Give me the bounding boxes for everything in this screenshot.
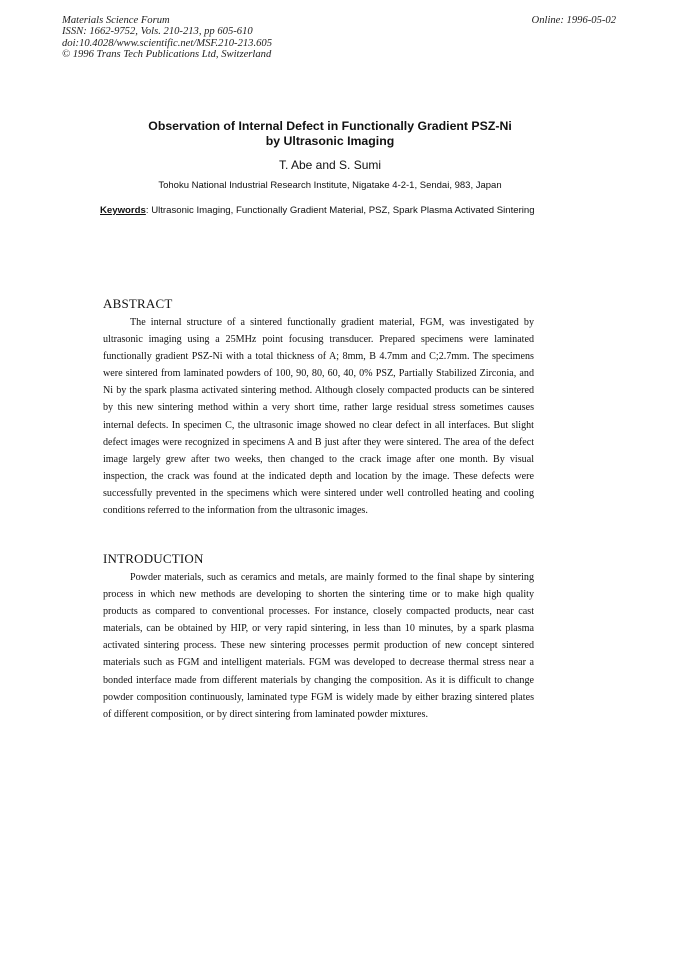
title-line-1: Observation of Internal Defect in Functionally Gradient PSZ-Ni [148,119,512,133]
keywords-text: : Ultrasonic Imaging, Functionally Gradient Material, PSZ, Spark Plasma Activated Sintering [145,205,535,216]
abstract-paragraph: The internal structure of a sintered functionally gradient material, FGM, was investigated by ultrasonic imaging using a 25MHz point focusing transducer. Prepared specimens were laminated functionally gradient PSZ-Ni with a total thickness of A; 8mm, B 4.7mm and C;2.7mm. The specimens were sintered from laminated powders of 100, 90, 80, 60, 40, 0% PSZ, Partially Stabilized Zirconia, and Ni by the spark plasma activated sintering method. Although closely compacted products can be sintered by this new sintering method within a very short time, rather large residual stress sometimes causes internal defects. In specimen C, the ultrasonic image showed no clear defect in all interfaces. But slight defect images were recognized in specimens A and B just after they were sintered. The area of the defect image largely grew after two weeks, then changed to the crack image after one month. By visual inspection, the crack was found at the indicated depth and location by the image. These defects were successfully prevented in the specimens which were sintered under well controlled heating and cooling conditions referred to the information from the ultrasonic images. [103,317,534,517]
authors: T. Abe and S. Sumi [278,158,382,172]
copyright-line: © 1996 Trans Tech Publications Ltd, Switzerland [62,49,272,61]
abstract-body [103,314,534,519]
title-line-2: by Ultrasonic Imaging [265,134,395,148]
journal-name: Materials Science Forum [62,15,170,26]
keywords [100,205,547,217]
paper-title [100,119,560,149]
keywords-label: Keywords [100,205,146,216]
introduction-body [103,569,534,723]
introduction-heading: INTRODUCTION [103,551,204,566]
online-date: Online: 1996-05-02 [531,15,616,26]
abstract-heading: ABSTRACT [103,296,173,311]
issn-line: ISSN: 1662-9752, Vols. 210-213, pp 605-610 [62,26,253,38]
doi-line[interactable]: doi:10.4028/www.scientific.net/MSF.210-213.605 [62,37,272,49]
journal-header [62,15,272,61]
introduction-paragraph: Powder materials, such as ceramics and metals, are mainly formed to the final shape by sintering process in which new methods are developing to shorten the sintering time or to make high quality products as compared to conventional processes. For instance, closely compacted products, near cast materials, can be obtained by HIP, or very rapid sintering, in less than 10 minutes, by a spark plasma activated sintering process. These new sintering processes permit production of new concept sintered materials such as FGM and intelligent materials. FGM was developed to decrease thermal stress near a bonded interface made from different materials by changing the composition. As it is difficult to change powder composition continuously, laminated type FGM is widely made by either brazing sintered plates of different composition, or by direct sintering from laminated powder mixtures. [103,572,534,720]
affiliation: Tohoku National Industrial Research Institute, Nigatake 4-2-1, Sendai, 983, Japan [158,180,502,191]
